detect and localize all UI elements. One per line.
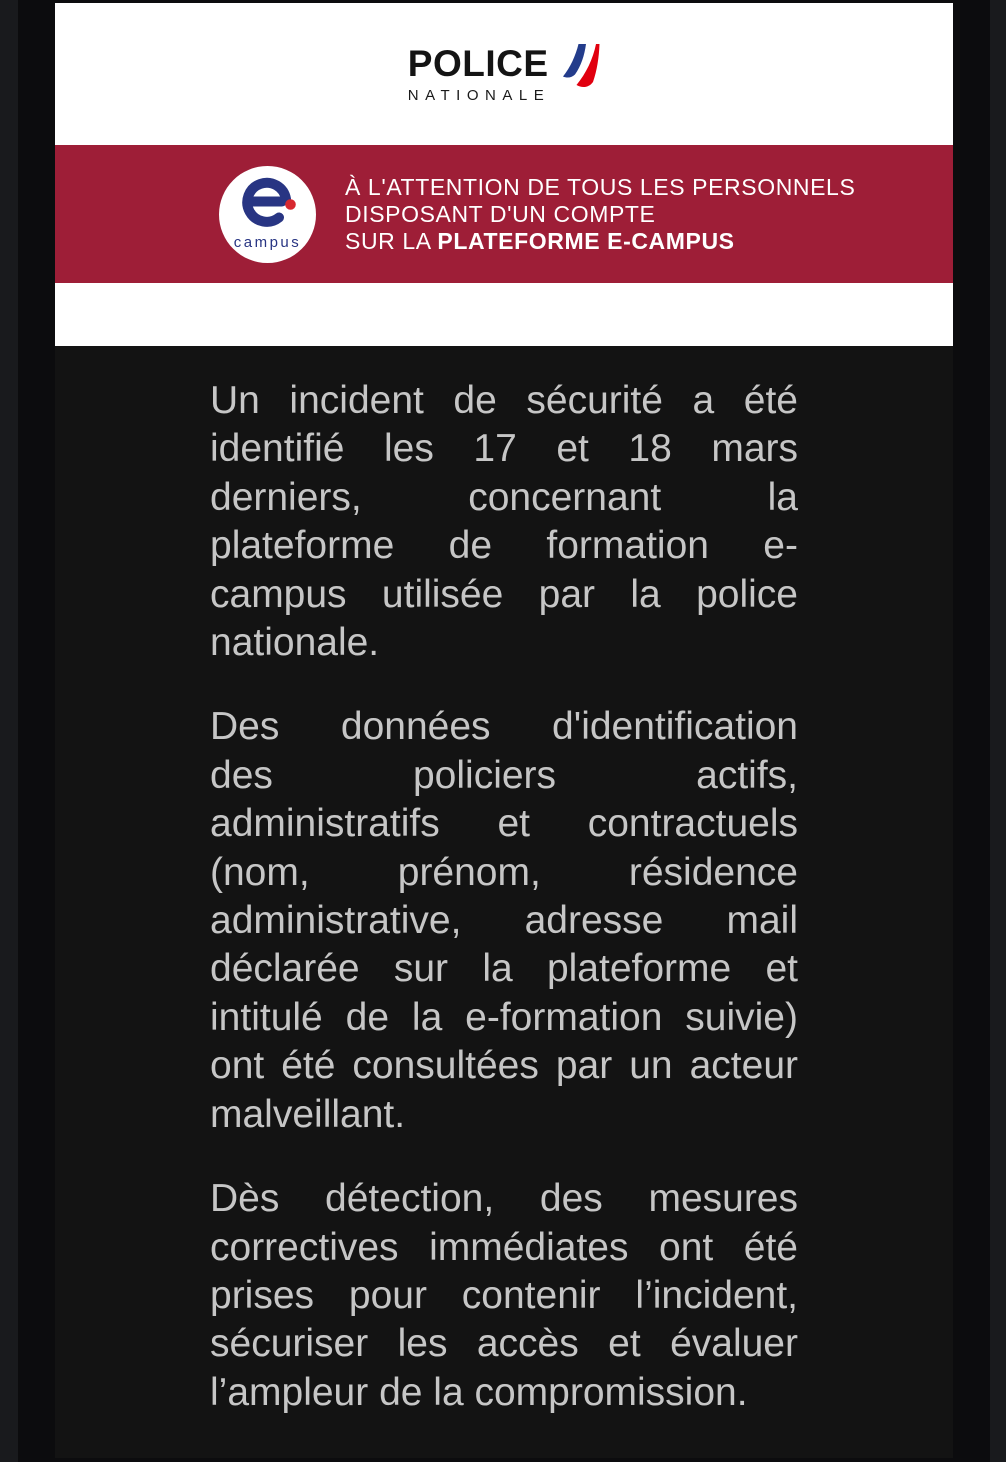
text-line: identifié les 17 et 18 mars xyxy=(210,427,798,471)
text-line: plateforme de formation e- xyxy=(210,524,798,568)
paragraph xyxy=(210,1175,798,1417)
police-wordmark: POLICE xyxy=(407,42,549,84)
ecampus-label: campus xyxy=(233,233,302,251)
text-line: Un incident de sécurité a été xyxy=(210,379,798,422)
email-column xyxy=(55,3,953,1458)
email-header xyxy=(55,3,953,145)
text-line: Des données d'identification xyxy=(210,705,798,749)
text-line: (nom, prénom, résidence xyxy=(210,850,798,894)
banner-line3-bold: PLATEFORME E-CAMPUS xyxy=(437,227,735,254)
paragraph xyxy=(210,377,798,667)
text-line: des policiers actifs, xyxy=(210,753,798,797)
email-frame xyxy=(18,0,990,1462)
ecampus-e-icon xyxy=(239,175,297,233)
banner-line3-prefix: SUR LA xyxy=(345,227,438,254)
police-nationale-wordmark xyxy=(407,42,551,104)
nationale-wordmark: NATIONALE xyxy=(407,86,551,104)
banner-line: À L'ATTENTION DE TOUS LES PERSONNELS xyxy=(345,173,856,200)
text-line: nationale. xyxy=(210,621,380,665)
paragraph xyxy=(210,703,798,1139)
text-line: Dès détection, des mesures xyxy=(210,1177,798,1221)
text-line: sécuriser les accès et évaluer xyxy=(210,1322,798,1366)
text-line: prises pour contenir l’incident, xyxy=(210,1273,798,1317)
text-line: ont été consultées par un acteur xyxy=(210,1044,798,1088)
text-line: l’ampleur de la compromission. xyxy=(210,1370,748,1414)
text-line: malveillant. xyxy=(210,1092,406,1136)
text-line: derniers, concernant la xyxy=(210,475,798,519)
text-line: campus utilisée par la police xyxy=(210,572,798,616)
text-line: administrative, adresse mail xyxy=(210,899,798,943)
text-line: correctives immédiates ont été xyxy=(210,1225,798,1269)
email-body xyxy=(55,346,953,1458)
ecampus-red-dot xyxy=(285,199,296,210)
banner-text xyxy=(345,174,855,255)
attention-banner xyxy=(55,145,953,283)
french-flag-swoosh-icon xyxy=(562,43,600,89)
text-line: déclarée sur la plateforme et xyxy=(210,947,798,991)
text-line: administratifs et contractuels xyxy=(210,802,798,846)
ecampus-logo xyxy=(219,166,316,263)
banner-line xyxy=(345,228,855,255)
text-line: intitulé de la e-formation suivie) xyxy=(210,995,798,1039)
police-nationale-logo xyxy=(407,42,600,104)
header-body-spacer xyxy=(55,283,953,346)
banner-line: DISPOSANT D'UN COMPTE xyxy=(345,200,656,227)
